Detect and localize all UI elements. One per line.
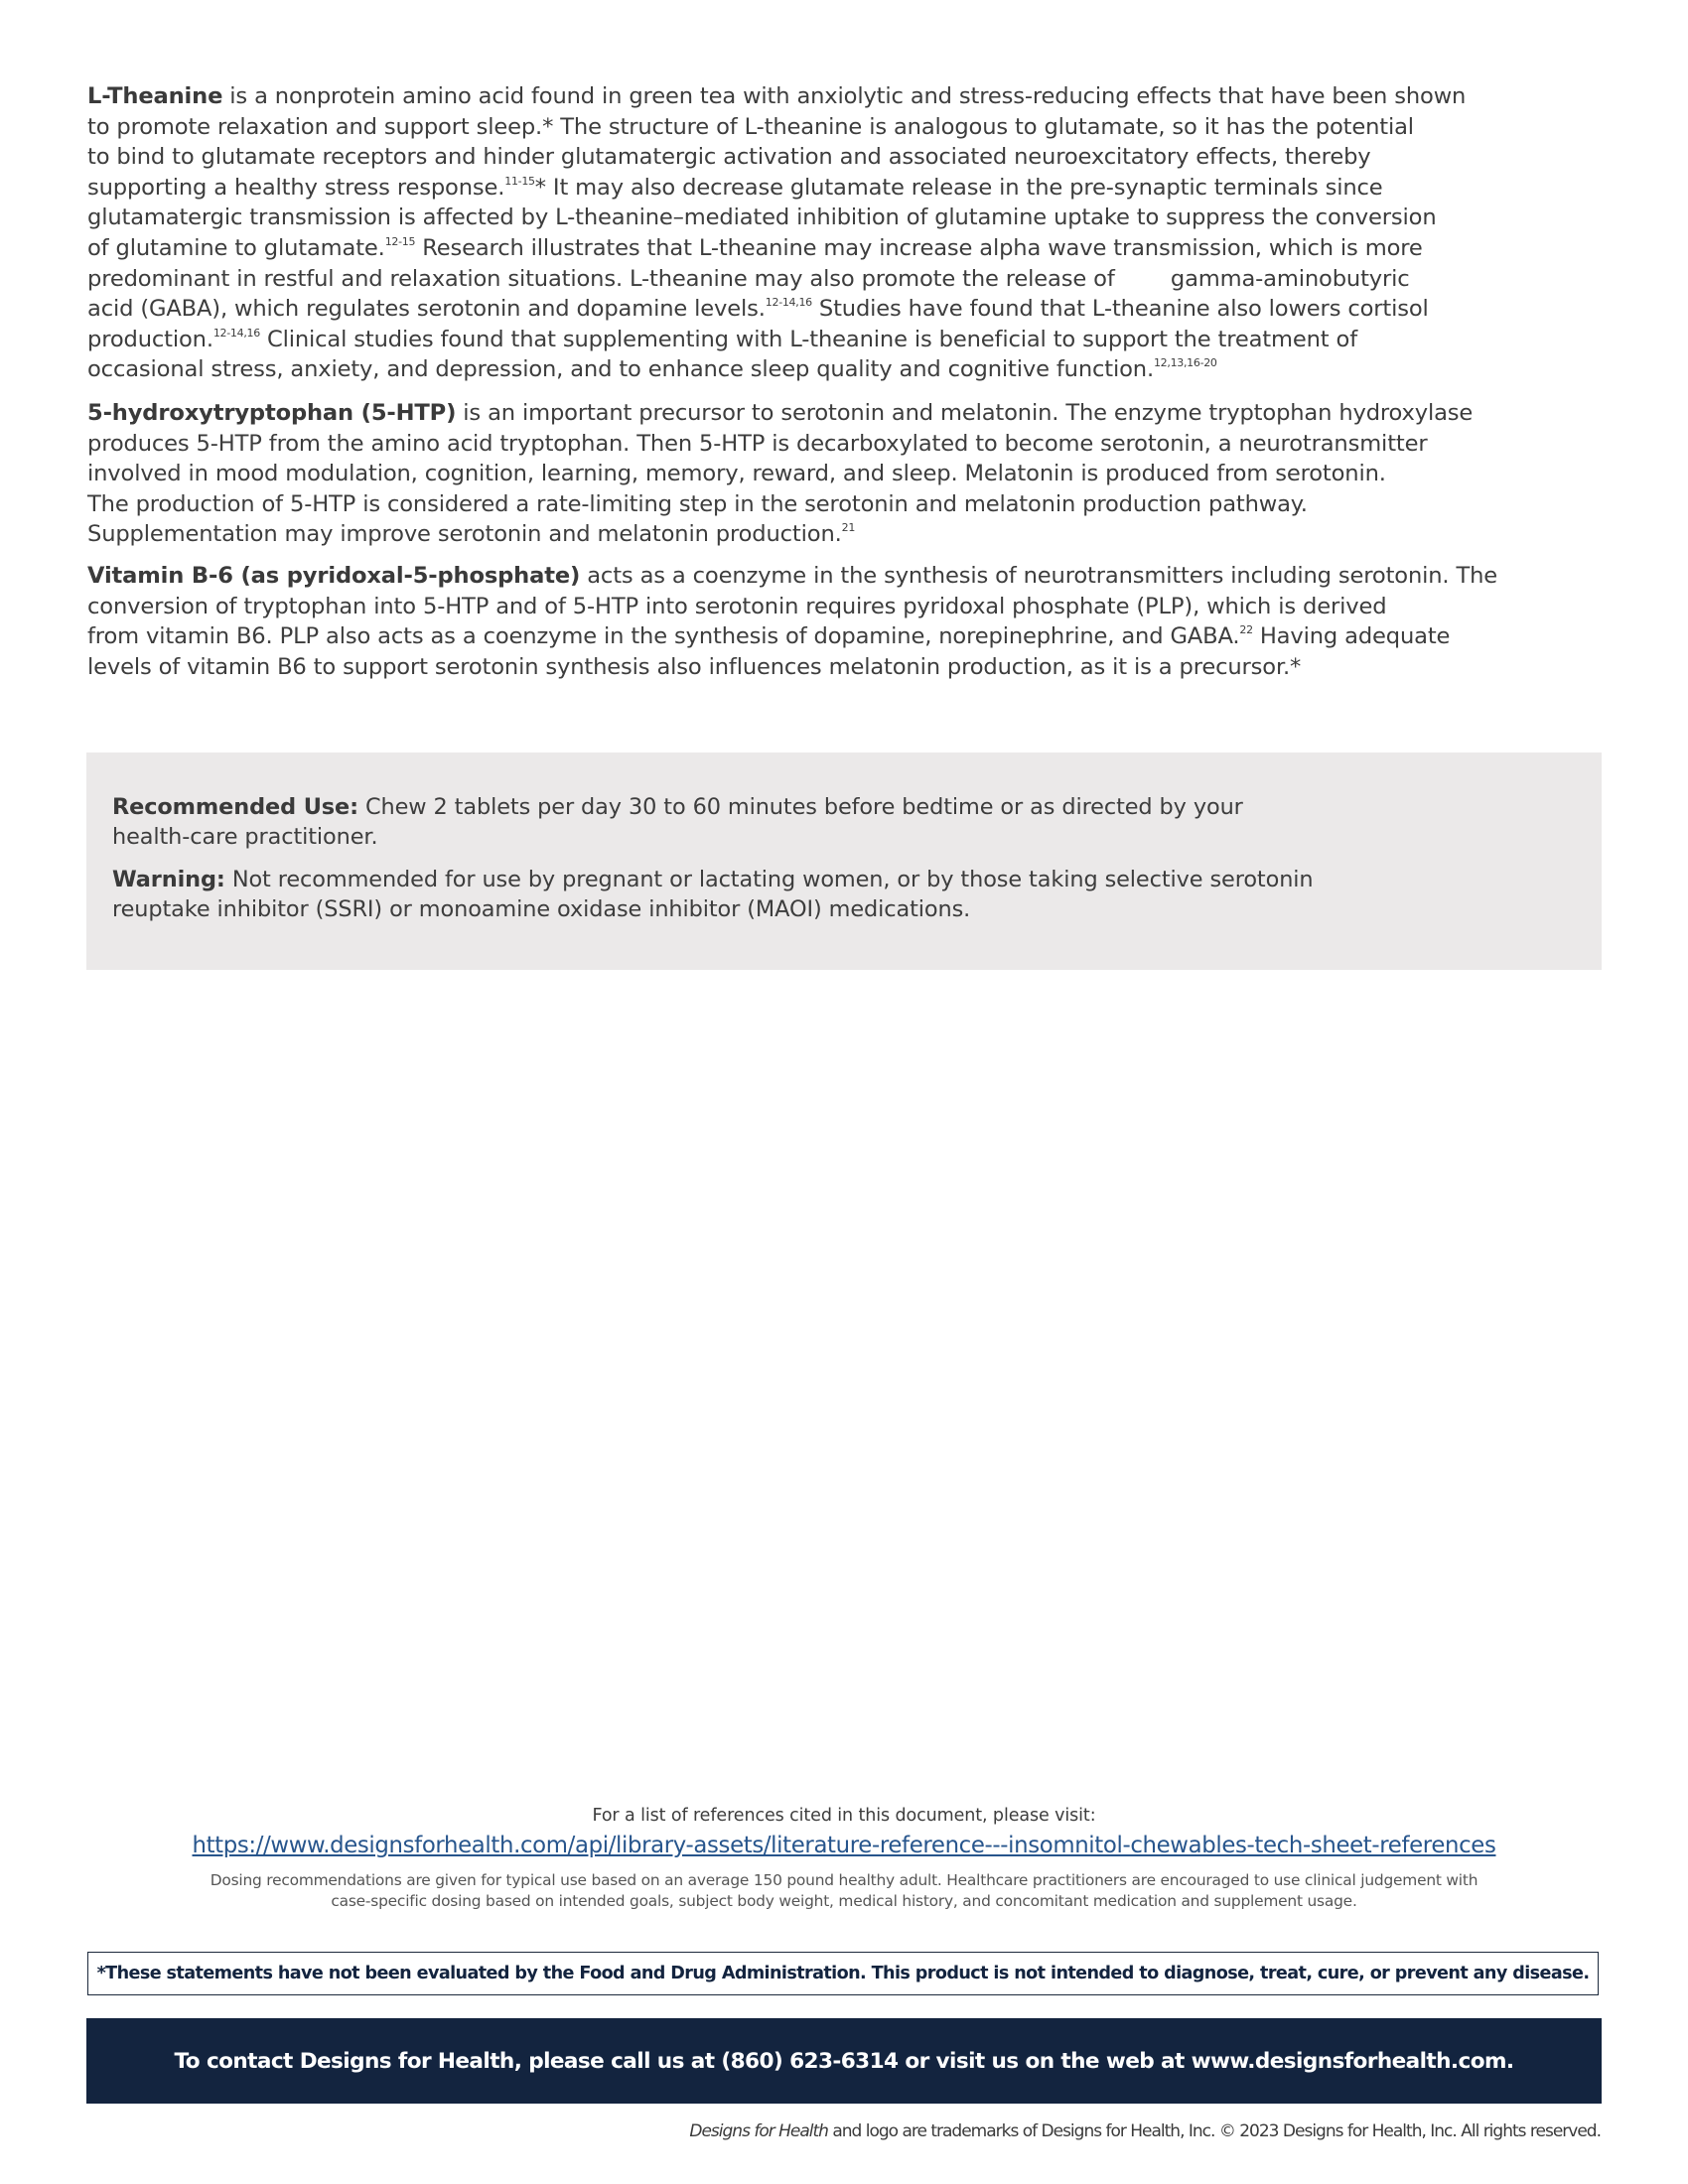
warning-line: reuptake inhibitor (SSRI) or monoamine oxidase inhibitor (MAOI) medications.	[112, 896, 971, 923]
dosing-note-line: Dosing recommendations are given for typical use based on an average 150 pound healthy adult. Healthcare practitioners are encouraged to use clinical judgement with	[210, 1871, 1478, 1889]
recommended-use-line: Recommended Use: Chew 2 tablets per day 30 to 60 minutes before bedtime or as directed by your	[112, 794, 1243, 820]
paragraph-line: L-Theanine is a nonprotein amino acid found in green tea with anxiolytic and stress-reducing effects that have been shown	[87, 83, 1467, 109]
paragraph-line: Vitamin B-6 (as pyridoxal-5-phosphate) acts as a coenzyme in the synthesis of neurotransmitters including serotonin. The	[87, 563, 1498, 589]
citation: 12-14,16	[765, 296, 812, 310]
paragraph-line: Supplementation may improve serotonin and melatonin production.$^{21}$	[87, 521, 856, 548]
dosing-note-line: case-specific dosing based on intended goals, subject body weight, medical history, and concomitant medication and supplement usage.	[331, 1892, 1357, 1910]
paragraph-line: to promote relaxation and support sleep.* The structure of L-theanine is analogous to glutamate, so it has the potential	[87, 113, 1414, 140]
citation: 11-15	[504, 174, 535, 188]
paragraph-line: produces 5-HTP from the amino acid tryptophan. Then 5-HTP is decarboxylated to become serotonin, a neurotransmitter	[87, 430, 1428, 457]
citation: 21	[841, 521, 856, 535]
paragraph-line: glutamatergic transmission is affected by L-theanine–mediated inhibition of glutamine uptake to suppress the conversion	[87, 205, 1437, 231]
brand-name: Designs for Health	[689, 2121, 828, 2141]
paragraph-line: 5-hydroxytryptophan (5-HTP) is an important precursor to serotonin and melatonin. The enzyme tryptophan hydroxylase	[87, 400, 1474, 426]
paragraph-line: levels of vitamin B6 to support serotonin synthesis also influences melatonin production, as it is a precursor.*	[87, 653, 1302, 680]
paragraph-line: production.$^{12-14,16}$ Clinical studies found that supplementing with L-theanine is beneficial to support the treatment of	[87, 326, 1358, 352]
citation: 12-14,16	[212, 326, 260, 340]
warning-label: Warning:	[112, 867, 225, 892]
warning-line: Warning: Not recommended for use by pregnant or lactating women, or by those taking selective serotonin	[112, 867, 1314, 892]
ingredient-paragraph-5-htp	[87, 398, 1617, 550]
paragraph-line: supporting a healthy stress response.$^{11-15}$* It may also decrease glutamate release in the pre-synaptic terminals since	[87, 174, 1383, 201]
references-link[interactable]	[0, 1833, 1688, 1858]
paragraph-line: occasional stress, anxiety, and depression, and to enhance sleep quality and cognitive function.$^{12,13,16-20}$	[87, 356, 1217, 383]
ingredient-paragraph-l-theanine	[87, 81, 1617, 385]
recommended-use-label: Recommended Use:	[112, 794, 358, 820]
references-intro: For a list of references cited in this document, please visit:	[592, 1806, 1096, 1826]
fda-disclaimer-box	[87, 1952, 1599, 1995]
paragraph-line: from vitamin B6. PLP also acts as a coenzyme in the synthesis of dopamine, norepinephrine, and GABA.$^{22}$ Having adequate	[87, 623, 1451, 650]
dosing-note	[0, 1870, 1688, 1912]
recommended-use-line: health-care practitioner.	[112, 824, 378, 851]
paragraph-line: involved in mood modulation, cognition, learning, memory, reward, and sleep. Melatonin is produced from serotonin.	[87, 461, 1386, 487]
ingredient-name: Vitamin B-6 (as pyridoxal-5-phosphate)	[87, 563, 581, 589]
paragraph-line: The production of 5-HTP is considered a rate-limiting step in the serotonin and melatonin production pathway.	[87, 490, 1308, 517]
contact-banner	[86, 2018, 1602, 2104]
citation: 12-15	[384, 234, 416, 248]
citation: 12,13,16-20	[1153, 356, 1217, 370]
paragraph-line: predominant in restful and relaxation situations. L-theanine may also promote the release of gamma-aminobutyric	[87, 265, 1410, 292]
paragraph-line: to bind to glutamate receptors and hinder glutamatergic activation and associated neuroexcitatory effects, thereby	[87, 144, 1371, 171]
citation: 22	[1239, 623, 1253, 637]
trademark-notice: Designs for Health and logo are trademarks of Designs for Health, Inc. © 2023 Designs for Health, Inc. All rights reserved.	[689, 2121, 1601, 2141]
ingredient-name: 5-hydroxytryptophan (5-HTP)	[87, 400, 457, 426]
fda-disclaimer: *These statements have not been evaluated by the Food and Drug Administration. This product is not intended to diagnose, treat, cure, or prevent any disease.	[96, 1964, 1590, 1983]
paragraph-line: acid (GABA), which regulates serotonin and dopamine levels.$^{12-14,16}$ Studies have found that L-theanine also lowers cortisol	[87, 296, 1429, 323]
ingredient-paragraph-vitamin-b6	[87, 561, 1617, 682]
usage-warning-box	[86, 752, 1602, 970]
warning	[112, 865, 1582, 925]
recommended-use	[112, 792, 1582, 853]
ingredient-name: L-Theanine	[87, 83, 223, 109]
paragraph-line: of glutamine to glutamate.$^{12-15}$ Research illustrates that L-theanine may increase alpha wave transmission, which is more	[87, 234, 1423, 261]
paragraph-line: conversion of tryptophan into 5-HTP and of 5-HTP into serotonin requires pyridoxal phosphate (PLP), which is derived	[87, 593, 1387, 619]
references-link-text[interactable]: https://www.designsforhealth.com/api/library-assets/literature-reference---insomnitol-chewables-tech-sheet-references	[192, 1833, 1496, 1858]
contact-text: To contact Designs for Health, please call us at (860) 623-6314 or visit us on the web at www.designsforhealth.com.	[174, 2048, 1514, 2074]
